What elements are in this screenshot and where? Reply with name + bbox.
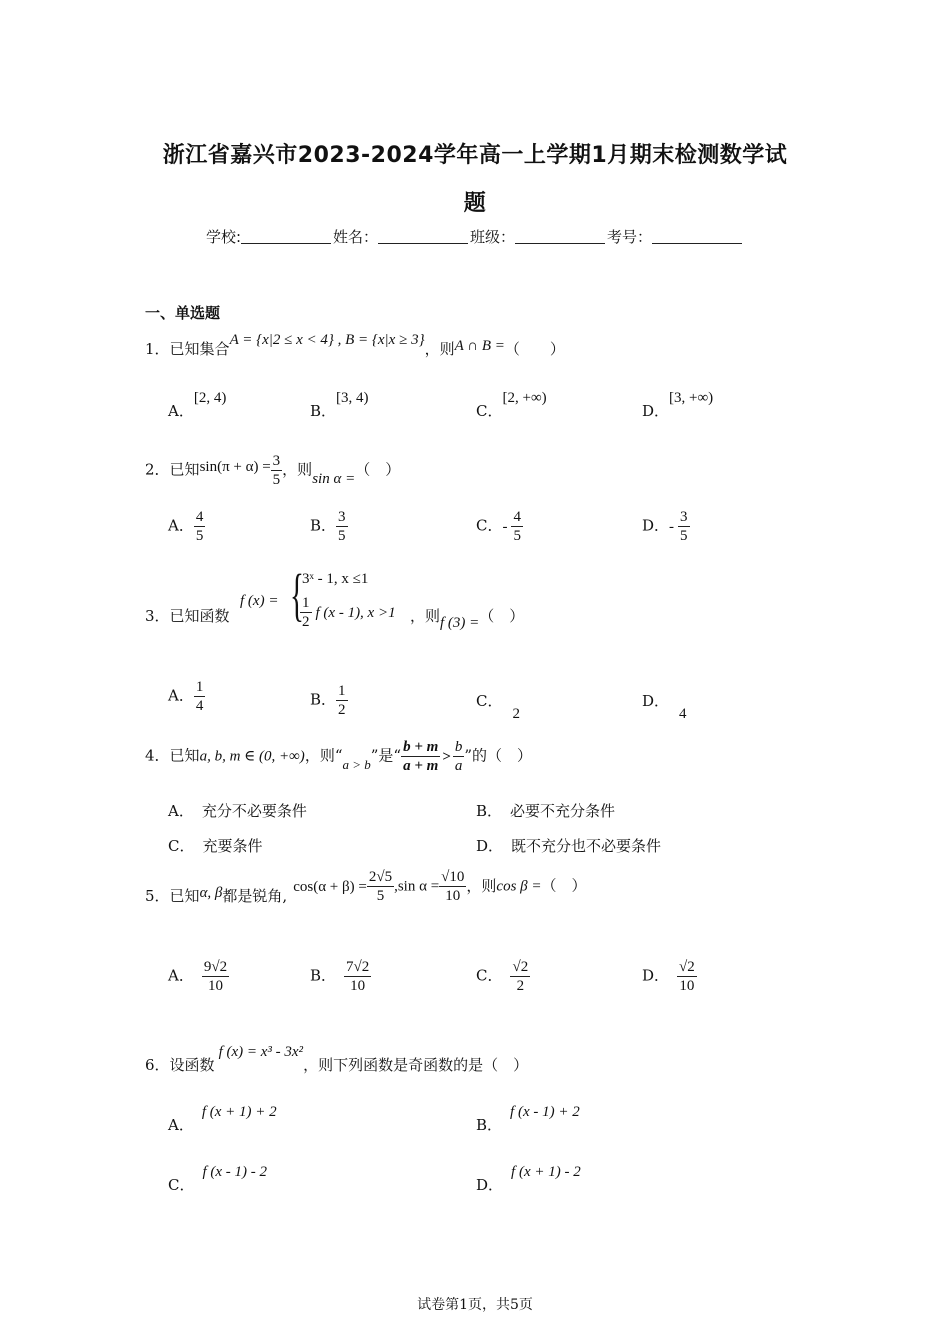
q4-option-c[interactable]: C． 充要条件 [168,837,263,855]
q1-text-b: ，则 [424,340,455,358]
q4-option-d[interactable]: D． 既不充分也不必要条件 [476,837,662,855]
question-5 [145,868,587,905]
section-heading: 一、单选题 [145,304,221,322]
q6-option-c[interactable]: C．f (x - 1) - 2 [168,1164,268,1194]
q4-math1: a, b, m ∈ (0, +∞) [199,748,305,765]
q5-text-c: ，则 [466,876,497,895]
q1-option-c[interactable]: C．[2, +∞) [476,390,547,420]
q4-text-d: ”的（ ） [464,746,533,765]
q1-math2: A ∩ B = [454,338,505,354]
question-1 [145,332,565,359]
q4-frac2: $\frac{b}{a}$ [454,739,463,774]
question-2 [145,452,400,489]
page-footer: 试卷第1页，共5页 [417,1297,533,1313]
q5-frac1: $\frac{2√5}{5}$ [368,869,393,904]
question-3-tail [410,605,525,631]
q2-option-d[interactable]: D．- $\frac{3}{5}$ [642,509,688,544]
q1-paren: （ ） [504,340,565,358]
student-info-line [0,226,950,247]
q1-text-a: 已知集合 [169,340,230,358]
q5-option-d[interactable]: D． $\frac{√2}{10}$ [642,959,695,994]
page-title-line2: 题 [463,191,487,216]
q3-paren: （ ） [479,607,525,625]
q2-math2: sin α = [312,470,356,487]
q5-option-c[interactable]: C． $\frac{√2}{2}$ [476,959,529,994]
q2-math-lhs: sin(π + α) = [199,458,271,475]
q5-math1: α, β [199,884,223,901]
question-3-lead [145,605,230,626]
q5-math2: cos β = [496,878,542,895]
question-6 [145,1040,529,1074]
q2-number: 2． [145,460,170,479]
q4-math2: a > b [342,756,371,772]
q5-text-a: 已知 [169,886,200,905]
q2-option-b[interactable]: B． $\frac{3}{5}$ [310,509,346,544]
q1-number: 1． [145,340,170,358]
q2-option-a[interactable]: A． $\frac{4}{5}$ [168,509,204,544]
q4-option-a[interactable]: A． 充分不必要条件 [168,802,307,820]
q1-math: A = {x|2 ≤ x < 4} , B = {x|x ≥ 3} [229,332,425,348]
q3-f-lhs: f (x) = [240,593,279,609]
q4-text-c: ”是“ [370,746,402,765]
q6-option-a[interactable]: A．f (x + 1) + 2 [168,1104,277,1134]
school-blank [241,229,331,244]
q1-option-b[interactable]: B．[3, 4) [310,390,369,420]
q5-frac2: $\frac{√10}{10}$ [441,869,465,904]
q2-text-b: ，则 [282,460,313,479]
q3-text-a: 已知函数 [169,607,230,625]
q3-text-b: ，则 [410,607,441,625]
q5-cos-lhs: cos(α + β) = [293,878,367,895]
q3-case2: $\frac{1}{2}$ f (x - 1), x >1 [302,595,396,630]
q2-paren: （ ） [355,460,401,479]
q1-option-d[interactable]: D．[3, +∞) [642,390,714,420]
q2-fraction: $\frac{3}{5}$ [272,453,281,488]
q6-option-b[interactable]: B．f (x - 1) + 2 [476,1104,580,1134]
q3-case1: 3ˣ - 1, x ≤1 [302,571,369,587]
number-blank [652,229,742,244]
q5-option-b[interactable]: B． $\frac{7√2}{10}$ [310,959,370,994]
q5-option-a[interactable]: A． $\frac{9√2}{10}$ [168,959,228,994]
q4-text-b: ，则“ [304,746,343,765]
q1-option-a[interactable]: A．[2, 4) [168,390,227,420]
name-blank [378,229,468,244]
q4-option-b[interactable]: B． 必要不充分条件 [476,802,616,820]
q2-text-a: 已知 [169,460,200,479]
q2-option-c[interactable]: C．- $\frac{4}{5}$ [476,509,521,544]
q6-text-a: 设函数 [169,1056,215,1074]
q3-brace: { [290,562,304,627]
question-4: 4．已知a, b, m ∈ (0, +∞)，则“a > b”是“ $\frac{b + m}{a + m}$ > $\frac{b}{a}$ ”的（ ） [145,739,533,774]
q5-text-b: 都是锐角, [222,886,288,905]
q3-number: 3． [145,607,170,625]
q5-sin-lhs: ,sin α = [394,878,440,895]
q5-number: 5． [145,886,170,905]
q3-option-d[interactable]: D．4 [642,692,687,722]
q3-math2: f (3) = [440,615,480,631]
school-label: 学校: [205,228,241,246]
q5-paren: （ ） [541,876,587,895]
number-label: 考号： [607,228,653,246]
name-label: 姓名： [333,228,379,246]
class-label: 班级： [470,228,516,246]
q4-frac1: $\frac{b + m}{a + m}$ [403,739,439,774]
page-title-line1: 浙江省嘉兴市2023-2024学年高一上学期1月期末检测数学试 [162,143,788,168]
q3-option-c[interactable]: C．2 [476,692,520,722]
q6-option-d[interactable]: D．f (x + 1) - 2 [476,1164,581,1194]
class-blank [515,229,605,244]
q4-text-a: 已知 [169,746,200,765]
q3-option-b[interactable]: B． $\frac{1}{2}$ [310,683,346,718]
q3-option-a[interactable]: A． $\frac{1}{4}$ [168,679,204,714]
q6-math1: f (x) = x³ - 3x² [218,1044,304,1060]
q4-number: 4． [145,746,170,765]
q6-text-b: ，则下列函数是奇函数的是（ ） [303,1056,529,1074]
q6-number: 6． [145,1056,170,1074]
